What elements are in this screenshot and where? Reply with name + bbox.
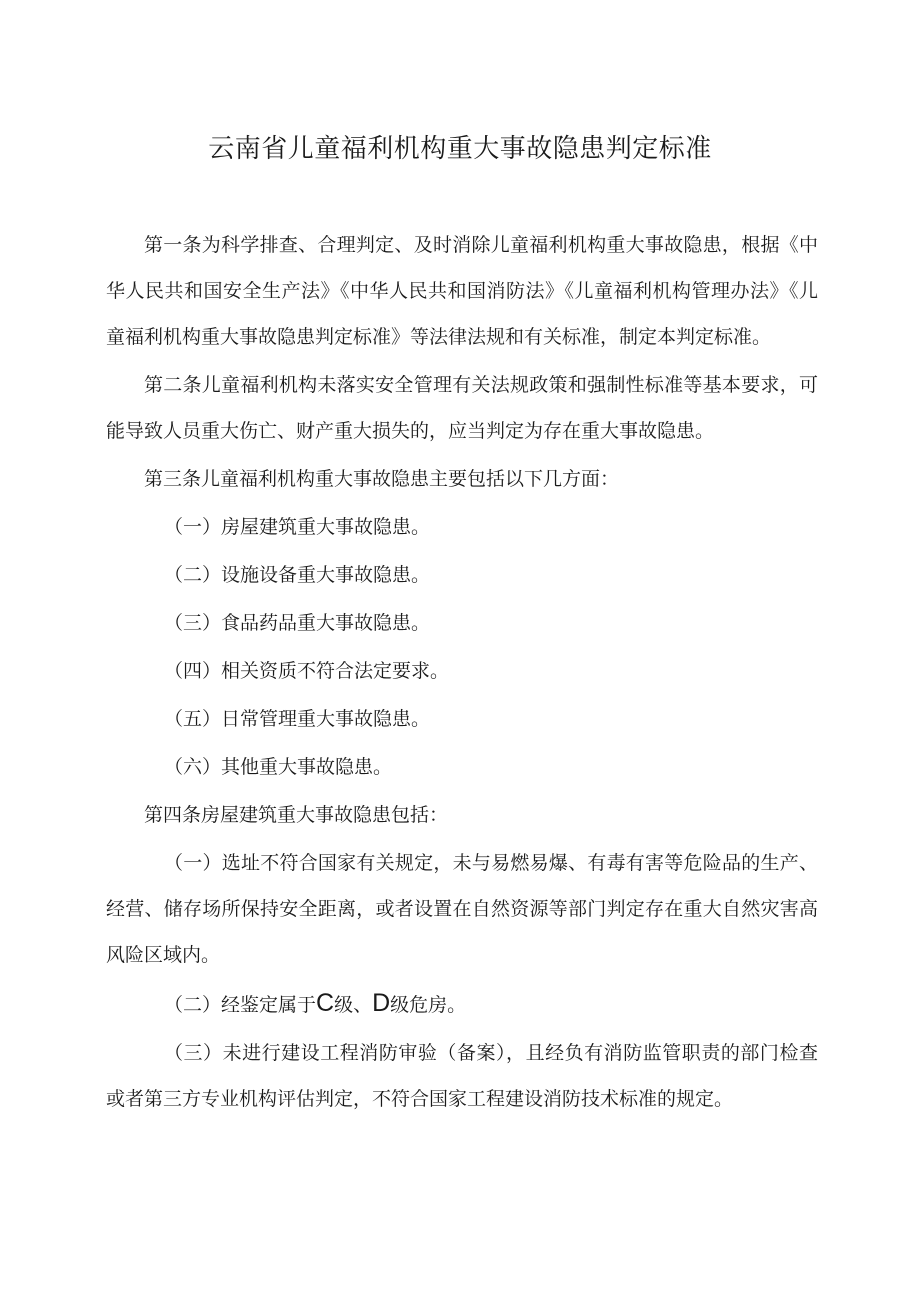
article-1-paragraph: 第一条为科学排查、合理判定、及时消除儿童福利机构重大事故隐患，根据《中华人民共和国安全生产法》《中华人民共和国消防法》《儿童福利机构管理办法》《儿童福利机构重大事故隐患判定标准》等法律法规和有关标准，制定本判定标准。 xyxy=(106,234,818,348)
grade-c-letter: C xyxy=(316,989,335,1017)
article-4-item-2-suffix: 级危房。 xyxy=(390,994,467,1016)
article-3-item-4: （四）相关资质不符合法定要求。 xyxy=(164,660,450,682)
article-3-item-2: （二）设施设备重大事故隐患。 xyxy=(164,564,431,586)
article-3-paragraph: 第三条儿童福利机构重大事故隐患主要包括以下几方面： xyxy=(144,468,620,490)
document-title: 云南省儿童福利机构重大事故隐患判定标准 xyxy=(208,134,712,164)
article-4-item-2-prefix: （二）经鉴定属于 xyxy=(164,994,317,1016)
article-3-item-1: （一）房屋建筑重大事故隐患。 xyxy=(164,516,431,538)
article-4-paragraph: 第四条房屋建筑重大事故隐患包括： xyxy=(144,804,449,826)
article-3-item-5: （五）日常管理重大事故隐患。 xyxy=(164,708,431,730)
article-4-item-2 xyxy=(106,980,818,1028)
document-body xyxy=(106,222,818,1124)
article-4-item-3: （三）未进行建设工程消防审验（备案），且经负有消防监管职责的部门检查或者第三方专业机构评估判定，不符合国家工程建设消防技术标准的规定。 xyxy=(106,1042,818,1110)
article-4-item-1: （一）选址不符合国家有关规定，未与易燃易爆、有毒有害等危险品的生产、经营、储存场所保持安全距离，或者设置在自然资源等部门判定存在重大自然灾害高风险区域内。 xyxy=(106,852,818,966)
article-2-paragraph: 第二条儿童福利机构未落实安全管理有关法规政策和强制性标准等基本要求，可能导致人员重大伤亡、财产重大损失的，应当判定为存在重大事故隐患。 xyxy=(106,374,818,442)
article-3-item-3: （三）食品药品重大事故隐患。 xyxy=(164,612,431,634)
grade-d-letter: D xyxy=(372,989,391,1017)
article-3-item-6: （六）其他重大事故隐患。 xyxy=(164,756,393,778)
article-4-item-2-middle: 级、 xyxy=(334,994,373,1016)
